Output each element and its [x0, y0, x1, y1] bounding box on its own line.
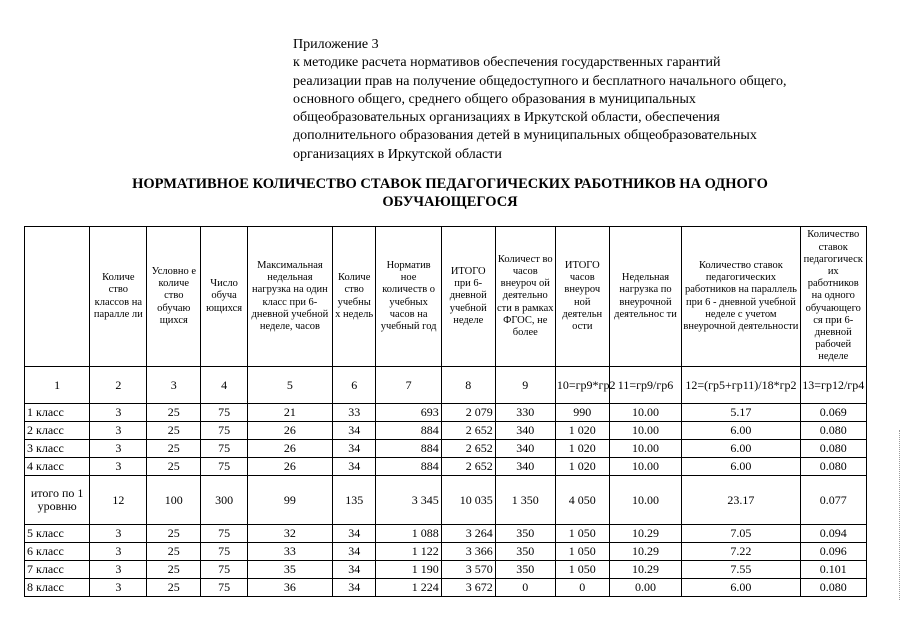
table-cell: 6.00 [682, 579, 800, 597]
table-cell: 25 [147, 525, 201, 543]
appendix-line: к методике расчета нормативов обеспечения государственных гарантий [293, 55, 721, 71]
table-cell: 34 [332, 525, 376, 543]
table-cell: 340 [495, 440, 555, 458]
table-cell: 25 [147, 561, 201, 579]
row-label: 1 класс [25, 404, 90, 422]
column-number: 3 [147, 367, 201, 404]
table-cell: 2 652 [441, 422, 495, 440]
table-cell: 75 [201, 579, 248, 597]
table-cell: 12 [90, 476, 147, 525]
appendix-number: Приложение 3 [293, 37, 379, 52]
column-number: 8 [441, 367, 495, 404]
table-cell: 2 652 [441, 458, 495, 476]
column-header: Количе ство учебны х недель [332, 227, 376, 367]
table-cell: 3 264 [441, 525, 495, 543]
table-body [25, 404, 867, 597]
table-cell: 0.00 [609, 579, 682, 597]
table-cell: 3 [90, 525, 147, 543]
table-cell: 10.29 [609, 543, 682, 561]
document-title [60, 175, 840, 211]
table-cell: 6.00 [682, 440, 800, 458]
table-row [25, 476, 867, 525]
table-cell: 10.29 [609, 525, 682, 543]
column-header: Максимальная недельная нагрузка на один класс при 6-дневной учебной неделе, часов [247, 227, 332, 367]
table-row [25, 458, 867, 476]
table-cell: 1 020 [555, 422, 609, 440]
table-cell: 34 [332, 458, 376, 476]
appendix-line: общеобразовательных организациях в Иркутской области, обеспечения [293, 110, 720, 126]
row-label: 5 класс [25, 525, 90, 543]
column-header: ИТОГО часов внеуроч ной деятельн ости [555, 227, 609, 367]
table-cell: 75 [201, 561, 248, 579]
column-number: 13=гр12/гр4 [800, 367, 866, 404]
scan-edge-mark [899, 430, 902, 600]
table-cell: 340 [495, 422, 555, 440]
table-cell: 33 [247, 543, 332, 561]
table-cell: 10.29 [609, 561, 682, 579]
table-cell: 23.17 [682, 476, 800, 525]
table-cell: 3 [90, 440, 147, 458]
table-cell: 10.00 [609, 404, 682, 422]
table-cell: 0.069 [800, 404, 866, 422]
row-label: 8 класс [25, 579, 90, 597]
table-cell: 350 [495, 525, 555, 543]
table-cell: 34 [332, 543, 376, 561]
table-cell: 693 [376, 404, 441, 422]
row-label: 3 класс [25, 440, 90, 458]
table-cell: 2 079 [441, 404, 495, 422]
table-cell: 34 [332, 422, 376, 440]
table-cell: 884 [376, 440, 441, 458]
table-cell: 33 [332, 404, 376, 422]
row-label: 4 класс [25, 458, 90, 476]
table-cell: 0.101 [800, 561, 866, 579]
table-cell: 7.05 [682, 525, 800, 543]
column-header: Количество ставок педагогическ их работников на одного обучающего ся при 6-дневной рабочей неделе [800, 227, 866, 367]
column-header: ИТОГО при 6-дневной учебной неделе [441, 227, 495, 367]
table-cell: 25 [147, 440, 201, 458]
staffing-norms-table [24, 226, 867, 597]
table-cell: 0.077 [800, 476, 866, 525]
table-cell: 7.22 [682, 543, 800, 561]
table-row [25, 422, 867, 440]
column-number-row [25, 367, 867, 404]
table-cell: 26 [247, 440, 332, 458]
table-cell: 0.080 [800, 579, 866, 597]
column-header: Количе ство классов на паралле ли [90, 227, 147, 367]
title-line-2: ОБУЧАЮЩЕГОСЯ [382, 194, 518, 210]
table-cell: 34 [332, 579, 376, 597]
table-cell: 6.00 [682, 422, 800, 440]
table-cell: 10.00 [609, 440, 682, 458]
table-cell: 35 [247, 561, 332, 579]
appendix-line: реализации прав на получение общедоступного и бесплатного начального общего, [293, 73, 787, 89]
title-line-1: НОРМАТИВНОЕ КОЛИЧЕСТВО СТАВОК ПЕДАГОГИЧЕСКИХ РАБОТНИКОВ НА ОДНОГО [132, 176, 768, 192]
table-cell: 0.080 [800, 440, 866, 458]
column-number: 10=гр9*гр2 [555, 367, 609, 404]
table-cell: 6.00 [682, 458, 800, 476]
table-row [25, 404, 867, 422]
table-cell: 1 050 [555, 561, 609, 579]
table-cell: 3 672 [441, 579, 495, 597]
table-cell: 3 [90, 422, 147, 440]
appendix-line: дополнительного образования детей в муниципальных общеобразовательных [293, 128, 757, 144]
column-header: Количест во часов внеуроч ой деятельно сти в рамках ФГОС, не более [495, 227, 555, 367]
row-label: итого по 1 уровню [25, 476, 90, 525]
column-number: 2 [90, 367, 147, 404]
table-row [25, 543, 867, 561]
table-cell: 135 [332, 476, 376, 525]
table-cell: 25 [147, 404, 201, 422]
table-cell: 25 [147, 422, 201, 440]
table-row [25, 525, 867, 543]
table-cell: 1 224 [376, 579, 441, 597]
appendix-line: организациях в Иркутской области [293, 146, 502, 162]
table-cell: 75 [201, 458, 248, 476]
table-cell: 10.00 [609, 476, 682, 525]
table-cell: 1 020 [555, 440, 609, 458]
table-cell: 300 [201, 476, 248, 525]
appendix-note [293, 36, 853, 164]
column-number: 4 [201, 367, 248, 404]
table-cell: 1 350 [495, 476, 555, 525]
column-header [25, 227, 90, 367]
table-cell: 0.080 [800, 422, 866, 440]
table-cell: 25 [147, 543, 201, 561]
table-cell: 3 [90, 579, 147, 597]
table-cell: 2 652 [441, 440, 495, 458]
column-number: 9 [495, 367, 555, 404]
column-header: Норматив ное количеств о учебных часов на учебный год [376, 227, 441, 367]
table-cell: 3 [90, 458, 147, 476]
table-cell: 3 [90, 543, 147, 561]
table-cell: 34 [332, 440, 376, 458]
column-number: 7 [376, 367, 441, 404]
table-cell: 4 050 [555, 476, 609, 525]
row-label: 2 класс [25, 422, 90, 440]
table-cell: 34 [332, 561, 376, 579]
table-cell: 10 035 [441, 476, 495, 525]
table-cell: 3 345 [376, 476, 441, 525]
column-number: 5 [247, 367, 332, 404]
table-cell: 1 050 [555, 543, 609, 561]
table-cell: 21 [247, 404, 332, 422]
table-cell: 3 570 [441, 561, 495, 579]
column-header: Условно е количе ство обучаю щихся [147, 227, 201, 367]
row-label: 7 класс [25, 561, 90, 579]
table-row [25, 561, 867, 579]
table-cell: 1 190 [376, 561, 441, 579]
table-cell: 75 [201, 422, 248, 440]
table-cell: 1 088 [376, 525, 441, 543]
table-cell: 10.00 [609, 458, 682, 476]
column-header: Количество ставок педагогических работников на параллель при 6 - дневной учебной неделе с учетом внеурочной деятельности [682, 227, 800, 367]
table-cell: 75 [201, 543, 248, 561]
table-cell: 100 [147, 476, 201, 525]
table-cell: 1 122 [376, 543, 441, 561]
column-number: 6 [332, 367, 376, 404]
column-number: 11=гр9/гр6 [609, 367, 682, 404]
table-cell: 26 [247, 422, 332, 440]
table-cell: 75 [201, 440, 248, 458]
table-row [25, 579, 867, 597]
column-header: Недельная нагрузка по внеурочной деятельнос ти [609, 227, 682, 367]
table-cell: 0.080 [800, 458, 866, 476]
column-number: 1 [25, 367, 90, 404]
table-cell: 330 [495, 404, 555, 422]
table-cell: 0 [555, 579, 609, 597]
table-cell: 3 [90, 561, 147, 579]
table-row [25, 440, 867, 458]
table-cell: 1 050 [555, 525, 609, 543]
table-cell: 75 [201, 525, 248, 543]
table-cell: 25 [147, 579, 201, 597]
table-cell: 3 366 [441, 543, 495, 561]
table-cell: 32 [247, 525, 332, 543]
table-cell: 7.55 [682, 561, 800, 579]
table-cell: 340 [495, 458, 555, 476]
table-cell: 884 [376, 422, 441, 440]
table-cell: 99 [247, 476, 332, 525]
row-label: 6 класс [25, 543, 90, 561]
table-cell: 990 [555, 404, 609, 422]
table-cell: 3 [90, 404, 147, 422]
table-cell: 0 [495, 579, 555, 597]
table-cell: 884 [376, 458, 441, 476]
table-header-row [25, 227, 867, 367]
table-cell: 36 [247, 579, 332, 597]
table-cell: 26 [247, 458, 332, 476]
table-cell: 350 [495, 543, 555, 561]
table-cell: 75 [201, 404, 248, 422]
table-cell: 25 [147, 458, 201, 476]
table-cell: 0.094 [800, 525, 866, 543]
table-cell: 0.096 [800, 543, 866, 561]
column-header: Число обуча ющихся [201, 227, 248, 367]
table-cell: 350 [495, 561, 555, 579]
appendix-line: основного общего, среднего общего образования в муниципальных [293, 91, 696, 107]
table-cell: 10.00 [609, 422, 682, 440]
column-number: 12=(гр5+гр11)/18*гр2 [682, 367, 800, 404]
table-cell: 1 020 [555, 458, 609, 476]
table-cell: 5.17 [682, 404, 800, 422]
